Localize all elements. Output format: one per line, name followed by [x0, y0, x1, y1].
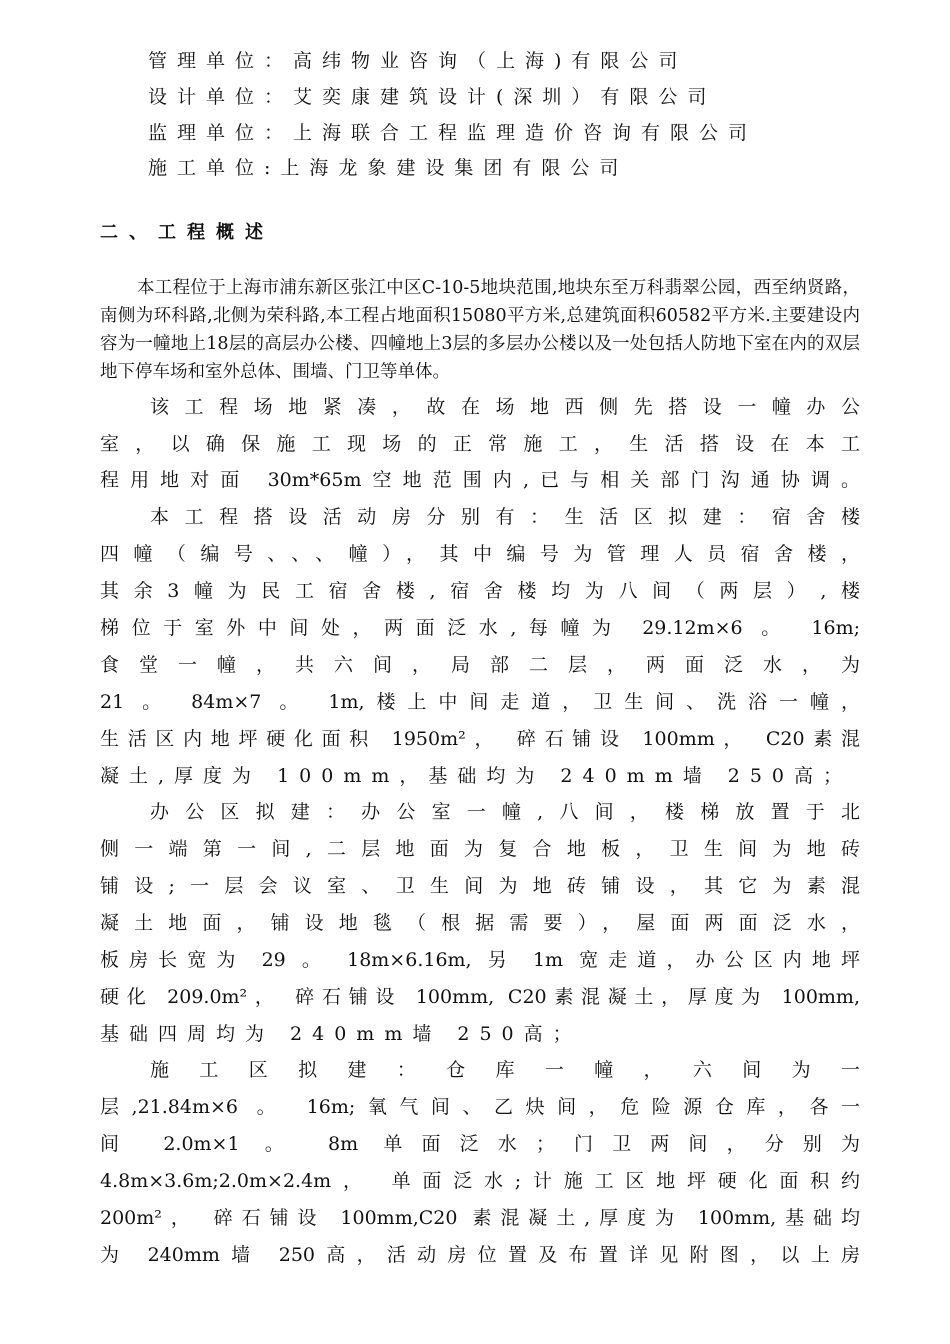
- overview-paragraph: 本工程位于上海市浦东新区张江中区C-10-5地块范围,地块东至万科翡翠公园，西至纳贤路，南侧为环科路,北侧为荣科路,本工程占地面积15080平方米,总建筑面积60582平方米.主要建设内容为一幢地上18层的高层办公楼、四幢地上3层的多层办公楼以及一处包括人防地下室在内的双层地下停车场和室外总体、围墙、门卫等单体。: [100, 278, 860, 382]
- body-line: 凝土地面，铺设地毯（根据需要），屋面两面泛水，: [100, 912, 860, 934]
- body-line: 200m²， 碎石铺设 100mm,C20 素混凝土,厚度为 100mm,基础均: [100, 1207, 860, 1229]
- body-line: 板房长宽为 29 。 18m×6.16m, 另 1m 宽走道，办公区内地坪: [100, 949, 860, 971]
- body-line: 4.8m×3.6m;2.0m×2.4m， 单面泛水;计施工区地坪硬化面积约: [100, 1170, 860, 1192]
- body-line: 该工程场地紧凑，故在场地西侧先搭设一幢办公: [150, 396, 860, 418]
- body-line: 层,21.84m×6 。 16m;氧气间、乙炔间，危险源仓库，各一: [100, 1096, 860, 1118]
- body-line: 程用地对面 30m*65m空地范围内,已与相关部门沟通协调。: [100, 469, 860, 491]
- body-line: 侧一端第一间,二层地面为复合地板，卫生间为地砖: [100, 838, 860, 860]
- body-line: 四幢（编号、、、幢），其中编号为管理人员宿舍楼，: [100, 543, 860, 565]
- body-line: 食堂一幢，共六间，局部二层，两面泛水，为: [100, 654, 860, 676]
- body-line: 硬化 209.0m²， 碎石铺设 100mm, C20素混凝土，厚度为 100mm,: [100, 986, 860, 1008]
- body-line: 21 。 84m×7 。 1m,楼上中间走道，卫生间、洗浴一幢，: [100, 691, 860, 713]
- body-line: 凝土,厚度为 100mm，基础均为 240mm墙 250高；: [100, 765, 853, 787]
- body-line: 梯位于室外中间处，两面泛水,每幢为 29.12m×6 。 16m;: [100, 617, 860, 639]
- body-line: 其余3幢为民工宿舍楼,宿舍楼均为八间（两层）,楼: [100, 580, 860, 602]
- body-line: 为 240mm墙 250高，活动房位置及布置详见附图，以上房: [100, 1244, 860, 1266]
- design-unit-line: 设计单位：艾奕康建筑设计(深圳）有限公司: [148, 86, 717, 108]
- body-line: 生活区内地坪硬化面积 1950m²， 碎石铺设 100mm， C20素混: [100, 728, 860, 750]
- construction-unit-line: 施工单位:上海龙象建设集团有限公司: [148, 157, 629, 179]
- body-line: 间 2.0m×1 。 8m 单面泛水；门卫两间，分别为: [100, 1133, 860, 1155]
- body-line: 本工程搭设活动房分别有：生活区拟建：宿舍楼: [150, 506, 860, 528]
- body-line: 基础四周均为 240mm墙 250高；: [100, 1023, 582, 1045]
- body-line: 室，以确保施工现场的正常施工，生活搭设在本工: [100, 433, 860, 455]
- section-heading: 二、工程概述: [100, 222, 274, 243]
- body-line: 铺设;一层会议室、卫生间为地砖铺设，其它为素混: [100, 875, 860, 897]
- body-line: 办公区拟建：办公室一幢,八间，楼梯放置于北: [150, 801, 860, 823]
- body-line: 施工区拟建：仓库一幢，六间为一: [150, 1059, 860, 1081]
- management-unit-line: 管理单位：高纬物业咨询（上海)有限公司: [148, 50, 688, 72]
- supervision-unit-line: 监理单位：上海联合工程监理造价咨询有限公司: [148, 122, 758, 144]
